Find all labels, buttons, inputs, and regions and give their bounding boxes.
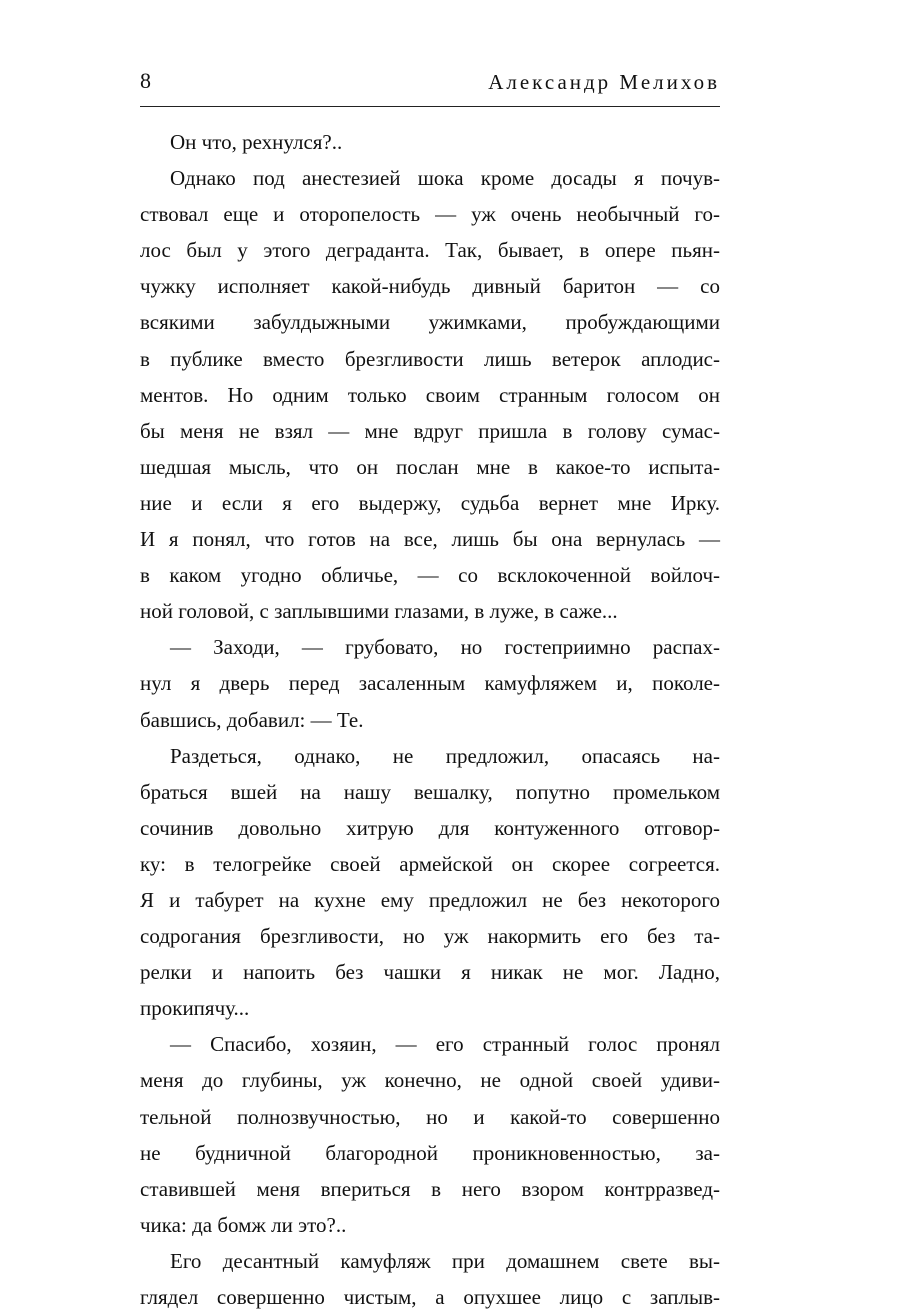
text-line: меня до глубины, уж конечно, не одной своей удиви-	[140, 1068, 720, 1093]
text-line: — Заходи, — грубовато, но гостеприимно распах-	[170, 635, 720, 660]
text-line: ствовал еще и оторопелость — уж очень необычный го-	[140, 202, 720, 227]
page-header	[140, 66, 720, 107]
running-head-author: Александр Мелихов	[488, 70, 720, 94]
text-line: тельной полнозвучностью, но и какой-то совершенно	[140, 1104, 720, 1129]
text-line: Однако под анестезией шока кроме досады я почув-	[170, 166, 720, 191]
text-line: всякими забулдыжными ужимками, пробуждающими	[140, 310, 720, 335]
text-line: чика: да бомж ли это?..	[140, 1212, 347, 1237]
text-line: шедшая мысль, что он послан мне в какое-то испыта-	[140, 454, 720, 479]
text-line: прокипячу...	[140, 996, 250, 1021]
text-line: ментов. Но одним только своим странным голосом он	[140, 382, 720, 407]
text-line: И я понял, что готов на все, лишь бы она вернулась —	[140, 527, 720, 552]
text-line: браться вшей на нашу вешалку, попутно промельком	[140, 779, 720, 804]
text-line: релки и напоить без чашки я никак не мог. Ладно,	[140, 960, 720, 985]
text-line: сочинив довольно хитрую для контуженного отговор-	[140, 815, 720, 840]
body-text	[140, 124, 720, 1315]
text-line: чужку исполняет какой-нибудь дивный баритон — со	[140, 274, 720, 299]
text-line: ние и если я его выдержу, судьба вернет мне Ирку.	[140, 490, 720, 515]
text-line: ной головой, с заплывшими глазами, в луже, в саже...	[140, 599, 618, 624]
text-line: Он что, рехнулся?..	[170, 130, 343, 154]
text-line: бавшись, добавил: — Те.	[140, 707, 364, 732]
text-line: нул я дверь перед засаленным камуфляжем и, поколе-	[140, 671, 720, 696]
text-line: лос был у этого деграданта. Так, бывает, в опере пьян-	[140, 238, 720, 263]
text-line: не будничной благородной проникновенностью, за-	[140, 1140, 720, 1165]
text-line: глядел совершенно чистым, а опухшее лицо с заплыв-	[140, 1285, 720, 1309]
text-line: Я и табурет на кухне ему предложил не без некоторого	[140, 887, 720, 912]
text-line: в публике вместо брезгливости лишь ветерок аплодис-	[140, 346, 720, 371]
text-line: содрогания брезгливости, но уж накормить его без та-	[140, 924, 720, 949]
text-line: бы меня не взял — мне вдруг пришла в голову сумас-	[140, 418, 720, 443]
text-line: в каком угодно обличье, — со всклокоченной войлоч-	[140, 563, 720, 588]
text-line: Его десантный камуфляж при домашнем свете вы-	[170, 1248, 720, 1273]
text-line: ставившей меня впериться в него взором контрразвед-	[140, 1176, 720, 1201]
page-number: 8	[140, 68, 151, 93]
text-line: ку: в телогрейке своей армейской он скорее согреется.	[140, 851, 720, 876]
text-line: Раздеться, однако, не предложил, опасаясь на-	[170, 743, 720, 768]
text-line: — Спасибо, хозяин, — его странный голос пронял	[170, 1032, 720, 1057]
